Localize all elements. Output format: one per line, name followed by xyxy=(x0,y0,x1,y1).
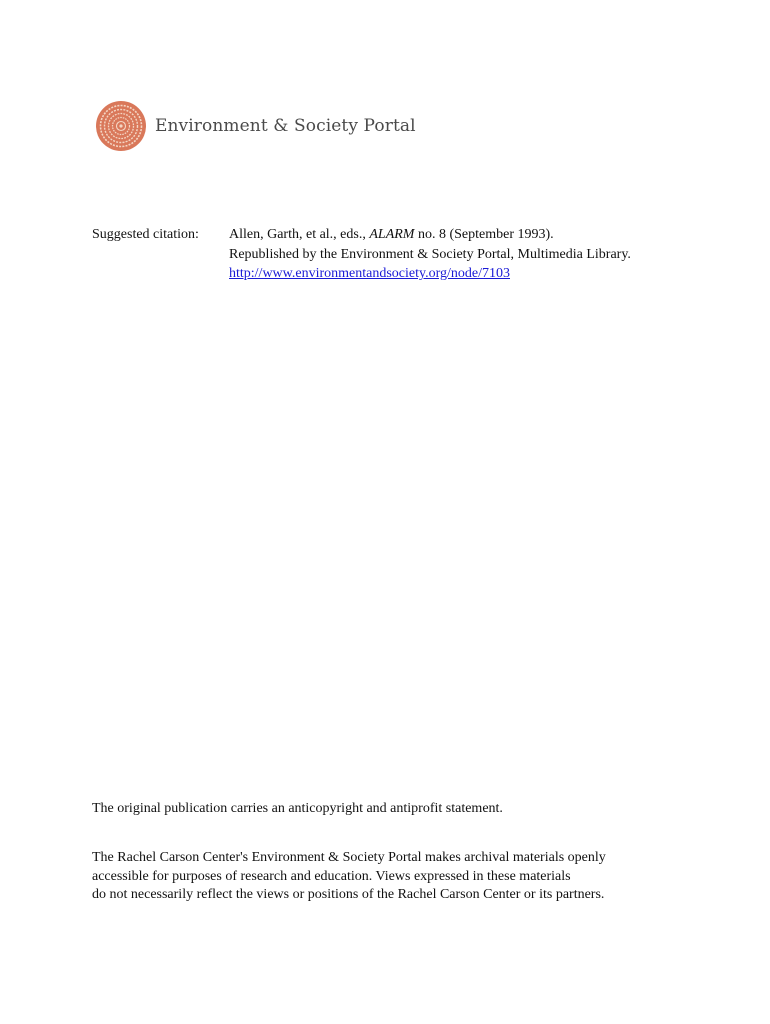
citation-title: ALARM xyxy=(369,227,415,242)
disclaimer-line-2: accessible for purposes of research and education. Views expressed in these materials xyxy=(92,868,571,884)
portal-logo-icon xyxy=(95,100,147,152)
portal-name: Environment & Society Portal xyxy=(155,116,416,136)
citation-link[interactable]: http://www.environmentandsociety.org/node/7103 xyxy=(229,266,510,281)
anticopyright-statement: The original publication carries an anticopyright and antiprofit statement. xyxy=(92,801,503,816)
citation-label: Suggested citation: xyxy=(92,227,199,242)
citation-authors: Allen, Garth, et al., eds., xyxy=(229,227,370,242)
citation-body xyxy=(229,225,631,284)
citation-line-1 xyxy=(229,225,631,245)
citation-line-2: Republished by the Environment & Society Portal, Multimedia Library. xyxy=(229,246,631,262)
disclaimer-line-3: do not necessarily reflect the views or positions of the Rachel Carson Center or its partners. xyxy=(92,887,605,902)
citation-issue: no. 8 (September 1993). xyxy=(414,227,554,242)
disclaimer xyxy=(92,849,606,905)
suggested-citation xyxy=(92,225,631,284)
disclaimer-line-1: The Rachel Carson Center's Environment & Society Portal makes archival materials openly xyxy=(92,850,606,865)
portal-header xyxy=(95,100,416,152)
